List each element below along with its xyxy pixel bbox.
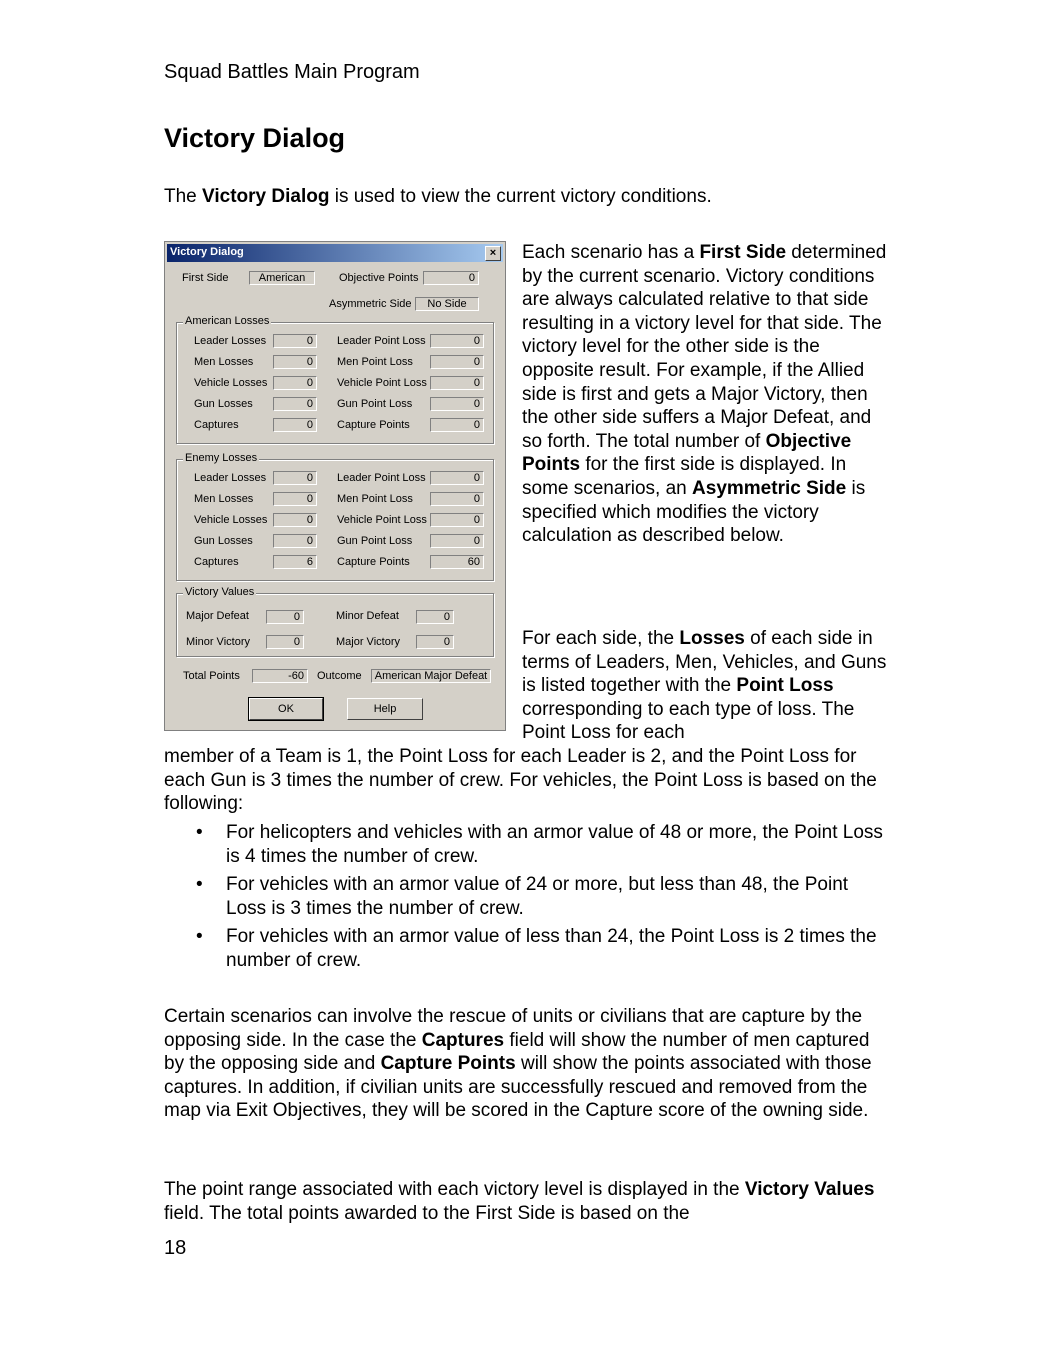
enemy-losses-group xyxy=(176,452,494,581)
victory-values-title: Victory Values xyxy=(185,586,255,598)
american-losses-group xyxy=(176,315,494,444)
list-item xyxy=(164,925,884,972)
point-loss-label: Capture Points xyxy=(337,419,410,431)
list-item xyxy=(164,821,884,868)
minor-defeat-label: Minor Defeat xyxy=(336,610,399,622)
intro-paragraph: The Victory Dialog is used to view the current victory conditions. xyxy=(164,186,712,207)
loss-field: 0 xyxy=(273,418,317,432)
loss-label: Men Losses xyxy=(194,493,254,505)
loss-label: Gun Losses xyxy=(194,398,253,410)
outcome-label: Outcome xyxy=(317,670,362,682)
loss-label: Captures xyxy=(194,419,239,431)
point-loss-field: 0 xyxy=(430,418,484,432)
point-loss-field: 0 xyxy=(430,471,484,485)
victory-dialog xyxy=(164,241,506,731)
point-loss-field: 60 xyxy=(430,555,484,569)
objective-points-field: 0 xyxy=(423,271,479,285)
losses-paragraph: For each side, the Losses of each side in terms of Leaders, Men, Vehicles, and Guns is listed together with the Point Loss corresponding to each type of loss. The Point Loss for each xyxy=(522,628,887,744)
dialog-title: Victory Dialog xyxy=(170,246,244,258)
enemy-losses-title: Enemy Losses xyxy=(185,452,258,464)
point-loss-field: 0 xyxy=(430,376,484,390)
losses-paragraph-continued: member of a Team is 1, the Point Loss for each Leader is 2, and the Point Loss for each Gun is 3 times the number of crew. For vehicles, the Point Loss is based on the following: xyxy=(164,746,877,815)
point-loss-label: Vehicle Point Loss xyxy=(337,514,427,526)
bullet-icon: • xyxy=(196,874,203,896)
loss-field: 0 xyxy=(273,376,317,390)
list-item-text: For helicopters and vehicles with an armor value of 48 or more, the Point Loss is 4 times the number of crew. xyxy=(226,822,883,867)
point-loss-label: Men Point Loss xyxy=(337,493,413,505)
point-loss-field: 0 xyxy=(430,534,484,548)
bullet-icon: • xyxy=(196,926,203,948)
page-header: Squad Battles Main Program xyxy=(164,61,420,83)
loss-label: Captures xyxy=(194,556,239,568)
loss-label: Vehicle Losses xyxy=(194,514,268,526)
asymmetric-side-label: Asymmetric Side xyxy=(329,298,412,310)
major-defeat-field: 0 xyxy=(266,610,304,624)
close-icon[interactable]: × xyxy=(485,246,501,261)
american-losses-title: American Losses xyxy=(185,315,270,327)
point-loss-field: 0 xyxy=(430,397,484,411)
total-points-field: -60 xyxy=(252,669,308,683)
loss-field: 0 xyxy=(273,513,317,527)
loss-label: Vehicle Losses xyxy=(194,377,268,389)
ok-button[interactable]: OK xyxy=(249,698,323,720)
point-loss-label: Capture Points xyxy=(337,556,410,568)
minor-victory-label: Minor Victory xyxy=(186,636,250,648)
page-title: Victory Dialog xyxy=(164,123,346,153)
loss-label: Men Losses xyxy=(194,356,254,368)
point-loss-label: Gun Point Loss xyxy=(337,535,413,547)
total-points-label: Total Points xyxy=(183,670,240,682)
loss-label: Gun Losses xyxy=(194,535,253,547)
major-victory-field: 0 xyxy=(416,635,454,649)
point-loss-label: Gun Point Loss xyxy=(337,398,413,410)
help-button[interactable]: Help xyxy=(347,698,423,720)
list-item-text: For vehicles with an armor value of less than 24, the Point Loss is 2 times the number of crew. xyxy=(226,926,877,971)
dialog-titlebar xyxy=(167,244,503,262)
loss-field: 0 xyxy=(273,334,317,348)
minor-victory-field: 0 xyxy=(266,635,304,649)
loss-label: Leader Losses xyxy=(194,335,267,347)
list-item xyxy=(164,873,884,920)
objective-points-label: Objective Points xyxy=(339,272,419,284)
major-defeat-label: Major Defeat xyxy=(186,610,249,622)
point-loss-field: 0 xyxy=(430,513,484,527)
victory-values-paragraph: The point range associated with each victory level is displayed in the Victory Values field. The total points awarded to the First Side is based on the xyxy=(164,1179,875,1224)
list-item-text: For vehicles with an armor value of 24 or more, but less than 48, the Point Loss is 3 times the number of crew. xyxy=(226,874,849,919)
victory-values-group xyxy=(176,586,494,657)
major-victory-label: Major Victory xyxy=(336,636,400,648)
page-number: 18 xyxy=(164,1237,187,1259)
loss-field: 0 xyxy=(273,492,317,506)
first-side-label: First Side xyxy=(182,272,229,284)
outcome-field: American Major Defeat xyxy=(371,669,491,683)
loss-field: 0 xyxy=(273,355,317,369)
minor-defeat-field: 0 xyxy=(416,610,454,624)
captures-paragraph: Certain scenarios can involve the rescue of units or civilians that are capture by the opposing side. In the case the Captures field will show the number of men captured by the opposing side and Capture Points will show the points associated with those captures. In addition, if civilian units are successfully rescued and removed from the map via Exit Objectives, they will be scored in the Capture score of the owning side. xyxy=(164,1006,872,1122)
first-side-field: American xyxy=(249,271,315,285)
asymmetric-side-field: No Side xyxy=(415,297,479,311)
point-loss-field: 0 xyxy=(430,492,484,506)
loss-field: 6 xyxy=(273,555,317,569)
vehicle-point-loss-list xyxy=(164,821,884,978)
loss-field: 0 xyxy=(273,534,317,548)
point-loss-field: 0 xyxy=(430,334,484,348)
bullet-icon: • xyxy=(196,822,203,843)
point-loss-label: Men Point Loss xyxy=(337,356,413,368)
point-loss-field: 0 xyxy=(430,355,484,369)
first-side-paragraph: Each scenario has a First Side determined by the current scenario. Victory conditions are always calculated relative to that side resulting in a victory level for that side. The victory level for the other side is the opposite result. For example, if the Allied side is first and gets a Major Victory, then the other side suffers a Major Defeat, and so forth. The total number of Objective Points for the first side is displayed. In some scenarios, an Asymmetric Side is specified which modifies the victory calculation as described below. xyxy=(522,242,887,547)
loss-field: 0 xyxy=(273,471,317,485)
loss-label: Leader Losses xyxy=(194,472,267,484)
point-loss-label: Leader Point Loss xyxy=(337,335,426,347)
point-loss-label: Vehicle Point Loss xyxy=(337,377,427,389)
point-loss-label: Leader Point Loss xyxy=(337,472,426,484)
loss-field: 0 xyxy=(273,397,317,411)
